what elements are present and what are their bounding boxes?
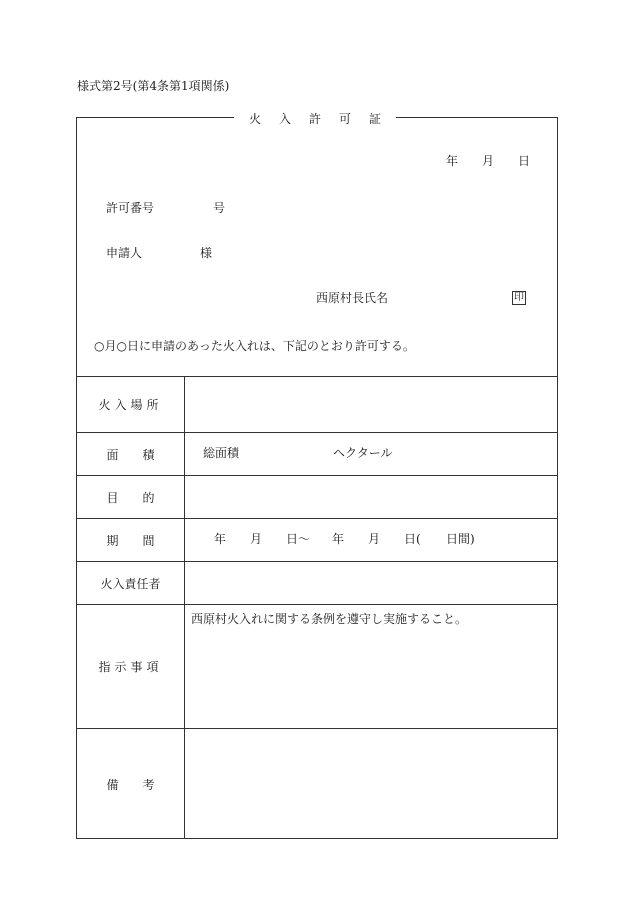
purpose-label: 目 的 — [106, 490, 155, 505]
form-id: 様式第2号(第4条第1項関係) — [77, 79, 230, 93]
issuer-name: 西原村長氏名 — [316, 291, 389, 305]
permit-number-label: 許可番号 — [106, 201, 155, 215]
applicant-suffix: 様 — [200, 246, 213, 260]
instructions-label: 指示事項 — [98, 660, 163, 674]
period-label: 期 間 — [106, 533, 155, 548]
responsible-label: 火入責任者 — [100, 576, 161, 591]
period-days: 日間) — [446, 532, 475, 546]
area-unit: ヘクタール — [333, 446, 393, 460]
permit-number-suffix: 号 — [213, 201, 226, 215]
area-label: 面 積 — [106, 447, 155, 462]
remarks-label: 備 考 — [106, 777, 155, 792]
date-year: 年 — [446, 154, 459, 168]
document-title: 火入許可証 — [234, 110, 396, 126]
table-divider — [184, 376, 185, 839]
instructions-text: 西原村火入れに関する条例を遵守し実施すること。 — [191, 612, 468, 626]
date-month: 月 — [482, 154, 495, 168]
period-start-month: 月 — [250, 532, 263, 546]
period-end-month: 月 — [368, 532, 381, 546]
period-start-day: 日〜 — [286, 532, 311, 546]
period-end-day: 日( — [404, 532, 421, 546]
total-area-label: 総面積 — [203, 446, 240, 460]
period-end-year: 年 — [332, 532, 345, 546]
seal-mark: 印 — [514, 292, 524, 303]
place-label: 火入場所 — [98, 398, 163, 412]
period-start-year: 年 — [214, 532, 227, 546]
date-day: 日 — [518, 154, 531, 168]
applicant-label: 申請人 — [106, 246, 143, 260]
permit-statement: ○月○日に申請のあった火入れは、下記のとおり許可する。 — [94, 339, 415, 353]
